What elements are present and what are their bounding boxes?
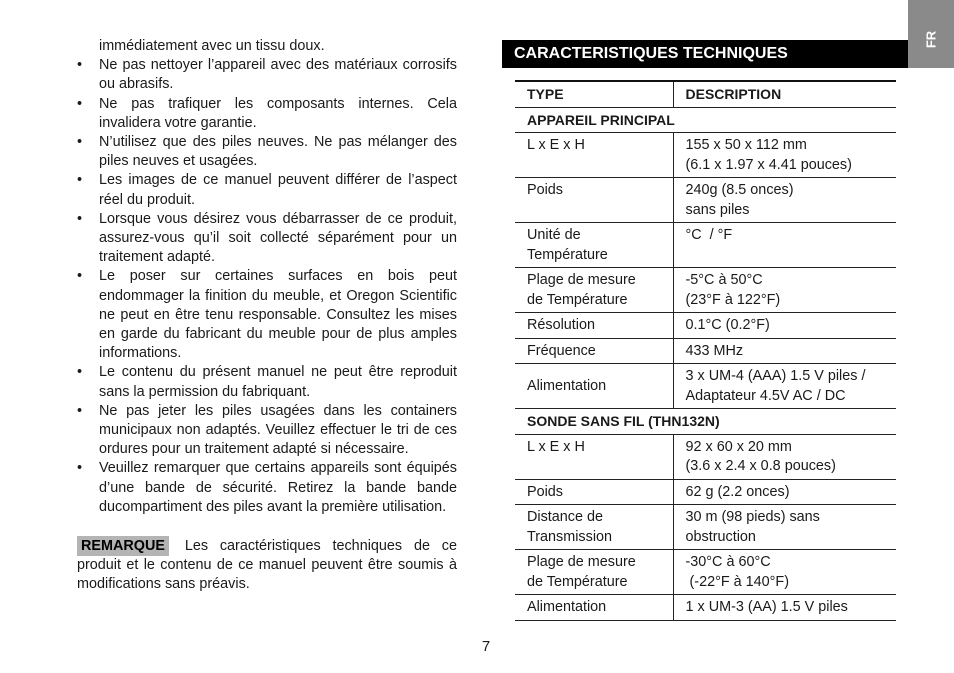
- spec-description-line: 30 m (98 pieds) sans: [685, 509, 820, 525]
- spec-description-cell: [673, 338, 896, 364]
- spec-type-cell: [515, 434, 673, 479]
- bullet-item: [77, 133, 457, 171]
- remark-text: Les caractéristiques techniques de ce produit et le contenu de ce manuel peuvent être soumis à modifications sans préavis.: [77, 538, 457, 593]
- spec-type-line: de Température: [527, 291, 628, 308]
- spec-type-cell: [515, 313, 673, 339]
- spec-description-line: 3 x UM-4 (AAA) 1.5 V piles /: [685, 368, 866, 384]
- spec-type-line: Fréquence: [527, 342, 596, 359]
- spec-row: [515, 364, 896, 409]
- spec-description-line: 155 x 50 x 112 mm: [685, 137, 807, 153]
- spec-row: [515, 505, 896, 550]
- spec-row: [515, 595, 896, 621]
- language-tab: [908, 0, 954, 68]
- spec-description-cell: [673, 434, 896, 479]
- spec-group-title: SONDE SANS FIL (THN132N): [515, 409, 896, 435]
- spec-type-cell: [515, 178, 673, 223]
- spec-description-cell: [673, 479, 896, 505]
- header-description: DESCRIPTION: [673, 81, 896, 107]
- language-tab-label: FR: [923, 30, 939, 49]
- bullet-text: Le poser sur certaines surfaces en bois peut endommager la finition du meuble, et Oregon Scientific ne peut en être tenu responsable. Consultez les mises en garde du fabricant du meuble pour de plus amples informations.: [99, 268, 457, 362]
- bullet-item: [77, 267, 457, 363]
- spec-row: [515, 550, 896, 595]
- bullet-item: [77, 171, 457, 209]
- spec-description-line: -30°C à 60°C: [685, 554, 771, 570]
- spec-description-cell: [673, 268, 896, 313]
- spec-description-cell: [673, 595, 896, 621]
- spec-row: [515, 223, 896, 268]
- bullet-text: Le contenu du présent manuel ne peut être reproduit sans la permission du fabriquant.: [99, 364, 457, 400]
- spec-body: [515, 107, 896, 620]
- spec-type-line: L x E x H: [527, 438, 585, 455]
- spec-description-line: -5°C à 50°C: [685, 272, 763, 288]
- spec-type-line: Plage de mesure: [527, 554, 636, 570]
- spec-description-line: 0.1°C (0.2°F): [685, 317, 770, 333]
- bullet-marker: •: [77, 210, 83, 227]
- bullet-marker: •: [77, 460, 83, 477]
- spec-description-line: Adaptateur 4.5V AC / DC: [685, 387, 846, 404]
- bullet-item: [77, 363, 457, 401]
- spec-type-line: Alimentation: [527, 599, 607, 615]
- spec-description-line: 92 x 60 x 20 mm: [685, 438, 792, 455]
- spec-type-line: Poids: [527, 182, 563, 198]
- spec-row: [515, 313, 896, 339]
- bullet-item: [77, 402, 457, 460]
- spec-description-line: obstruction: [685, 528, 756, 545]
- spec-row: [515, 434, 896, 479]
- bullet-text: Lorsque vous désirez vous débarrasser de ce produit, assurez-vous qu’il soit collecté séparément pour un traitement adapté.: [99, 210, 457, 266]
- remark-label: REMARQUE: [77, 536, 169, 556]
- spec-description-line: 1 x UM-3 (AA) 1.5 V piles: [685, 599, 848, 615]
- spec-row: [515, 338, 896, 364]
- section-title: CARACTERISTIQUES TECHNIQUES: [502, 40, 908, 68]
- spec-description-cell: [673, 505, 896, 550]
- spec-row: [515, 479, 896, 505]
- spec-row: [515, 178, 896, 223]
- spec-type-line: L x E x H: [527, 137, 585, 153]
- spec-type-line: Plage de mesure: [527, 272, 636, 288]
- bullet-item: [77, 210, 457, 268]
- spec-type-line: Poids: [527, 483, 563, 500]
- spec-type-line: Transmission: [527, 528, 613, 545]
- bullet-item: [77, 56, 457, 94]
- spec-group-row: [515, 107, 896, 133]
- spec-description-line: (3.6 x 2.4 x 0.8 pouces): [685, 458, 836, 474]
- bullet-text: Ne pas jeter les piles usagées dans les containers municipaux non adaptés. Veuillez effectuer le tri de ces ordures pour un traitement adapté si nécessaire.: [99, 402, 457, 458]
- spec-description-line: (-22°F à 140°F): [685, 573, 789, 590]
- spec-type-line: Alimentation: [527, 377, 607, 394]
- spec-type-cell: [515, 595, 673, 621]
- intro-line: immédiatement avec un tissu doux.: [99, 38, 325, 54]
- bullet-marker: •: [77, 172, 83, 189]
- bullet-item: [77, 95, 457, 133]
- spec-group-row: [515, 409, 896, 435]
- bullet-text: Ne pas nettoyer l’appareil avec des matériaux corrosifs ou abrasifs.: [99, 57, 457, 93]
- spec-description-cell: [673, 364, 896, 409]
- remark-note: [77, 536, 457, 595]
- spec-description-cell: [673, 133, 896, 178]
- spec-description-cell: [673, 550, 896, 595]
- spec-type-cell: [515, 223, 673, 268]
- spec-header-row: [515, 81, 896, 107]
- bullet-text: N’utilisez que des piles neuves. Ne pas mélanger des piles neuves et usagées.: [99, 134, 457, 170]
- spec-description-line: sans piles: [685, 201, 750, 218]
- bullet-marker: •: [77, 57, 83, 74]
- spec-row: [515, 268, 896, 313]
- spec-row: [515, 133, 896, 178]
- spec-type-cell: [515, 550, 673, 595]
- bullet-marker: •: [77, 268, 83, 285]
- spec-description-line: (6.1 x 1.97 x 4.41 pouces): [685, 156, 852, 173]
- bullet-marker: •: [77, 95, 83, 112]
- spec-type-cell: [515, 268, 673, 313]
- bullet-marker: •: [77, 402, 83, 419]
- safety-notes: [77, 37, 457, 595]
- spec-type-line: Unité de: [527, 227, 581, 243]
- header-type: TYPE: [515, 81, 673, 107]
- spec-type-cell: [515, 133, 673, 178]
- spec-description-cell: [673, 223, 896, 268]
- spec-type-line: de Température: [527, 573, 628, 590]
- spec-description-line: 240g (8.5 onces): [685, 182, 794, 198]
- spec-type-line: Résolution: [527, 317, 595, 333]
- spec-type-cell: [515, 479, 673, 505]
- spec-description-cell: [673, 313, 896, 339]
- bullet-marker: •: [77, 364, 83, 381]
- bullet-text: Les images de ce manuel peuvent différer de l’aspect réel du produit.: [99, 172, 457, 208]
- spec-description-line: 62 g (2.2 onces): [685, 483, 790, 500]
- spec-type-cell: [515, 505, 673, 550]
- bullet-list: [77, 56, 457, 517]
- bullet-text: Ne pas trafiquer les composants internes. Cela invalidera votre garantie.: [99, 95, 457, 131]
- spec-type-line: Distance de: [527, 509, 603, 525]
- spec-table: [515, 80, 896, 621]
- spec-group-title: APPAREIL PRINCIPAL: [515, 107, 896, 133]
- spec-description-line: °C / °F: [685, 227, 733, 243]
- spec-type-cell: [515, 338, 673, 364]
- spec-description-line: (23°F à 122°F): [685, 291, 781, 308]
- page-number: 7: [481, 638, 491, 655]
- spec-type-cell: [515, 364, 673, 409]
- spec-description-cell: [673, 178, 896, 223]
- spec-type-line: Température: [527, 246, 608, 263]
- bullet-marker: •: [77, 134, 83, 151]
- bullet-text: Veuillez remarquer que certains appareils sont équipés d’une bande de sécurité. Retirez la bande bande ducompartiment des piles avant la première utilisation.: [99, 460, 457, 515]
- bullet-item: [77, 459, 457, 517]
- spec-description-line: 433 MHz: [685, 342, 744, 359]
